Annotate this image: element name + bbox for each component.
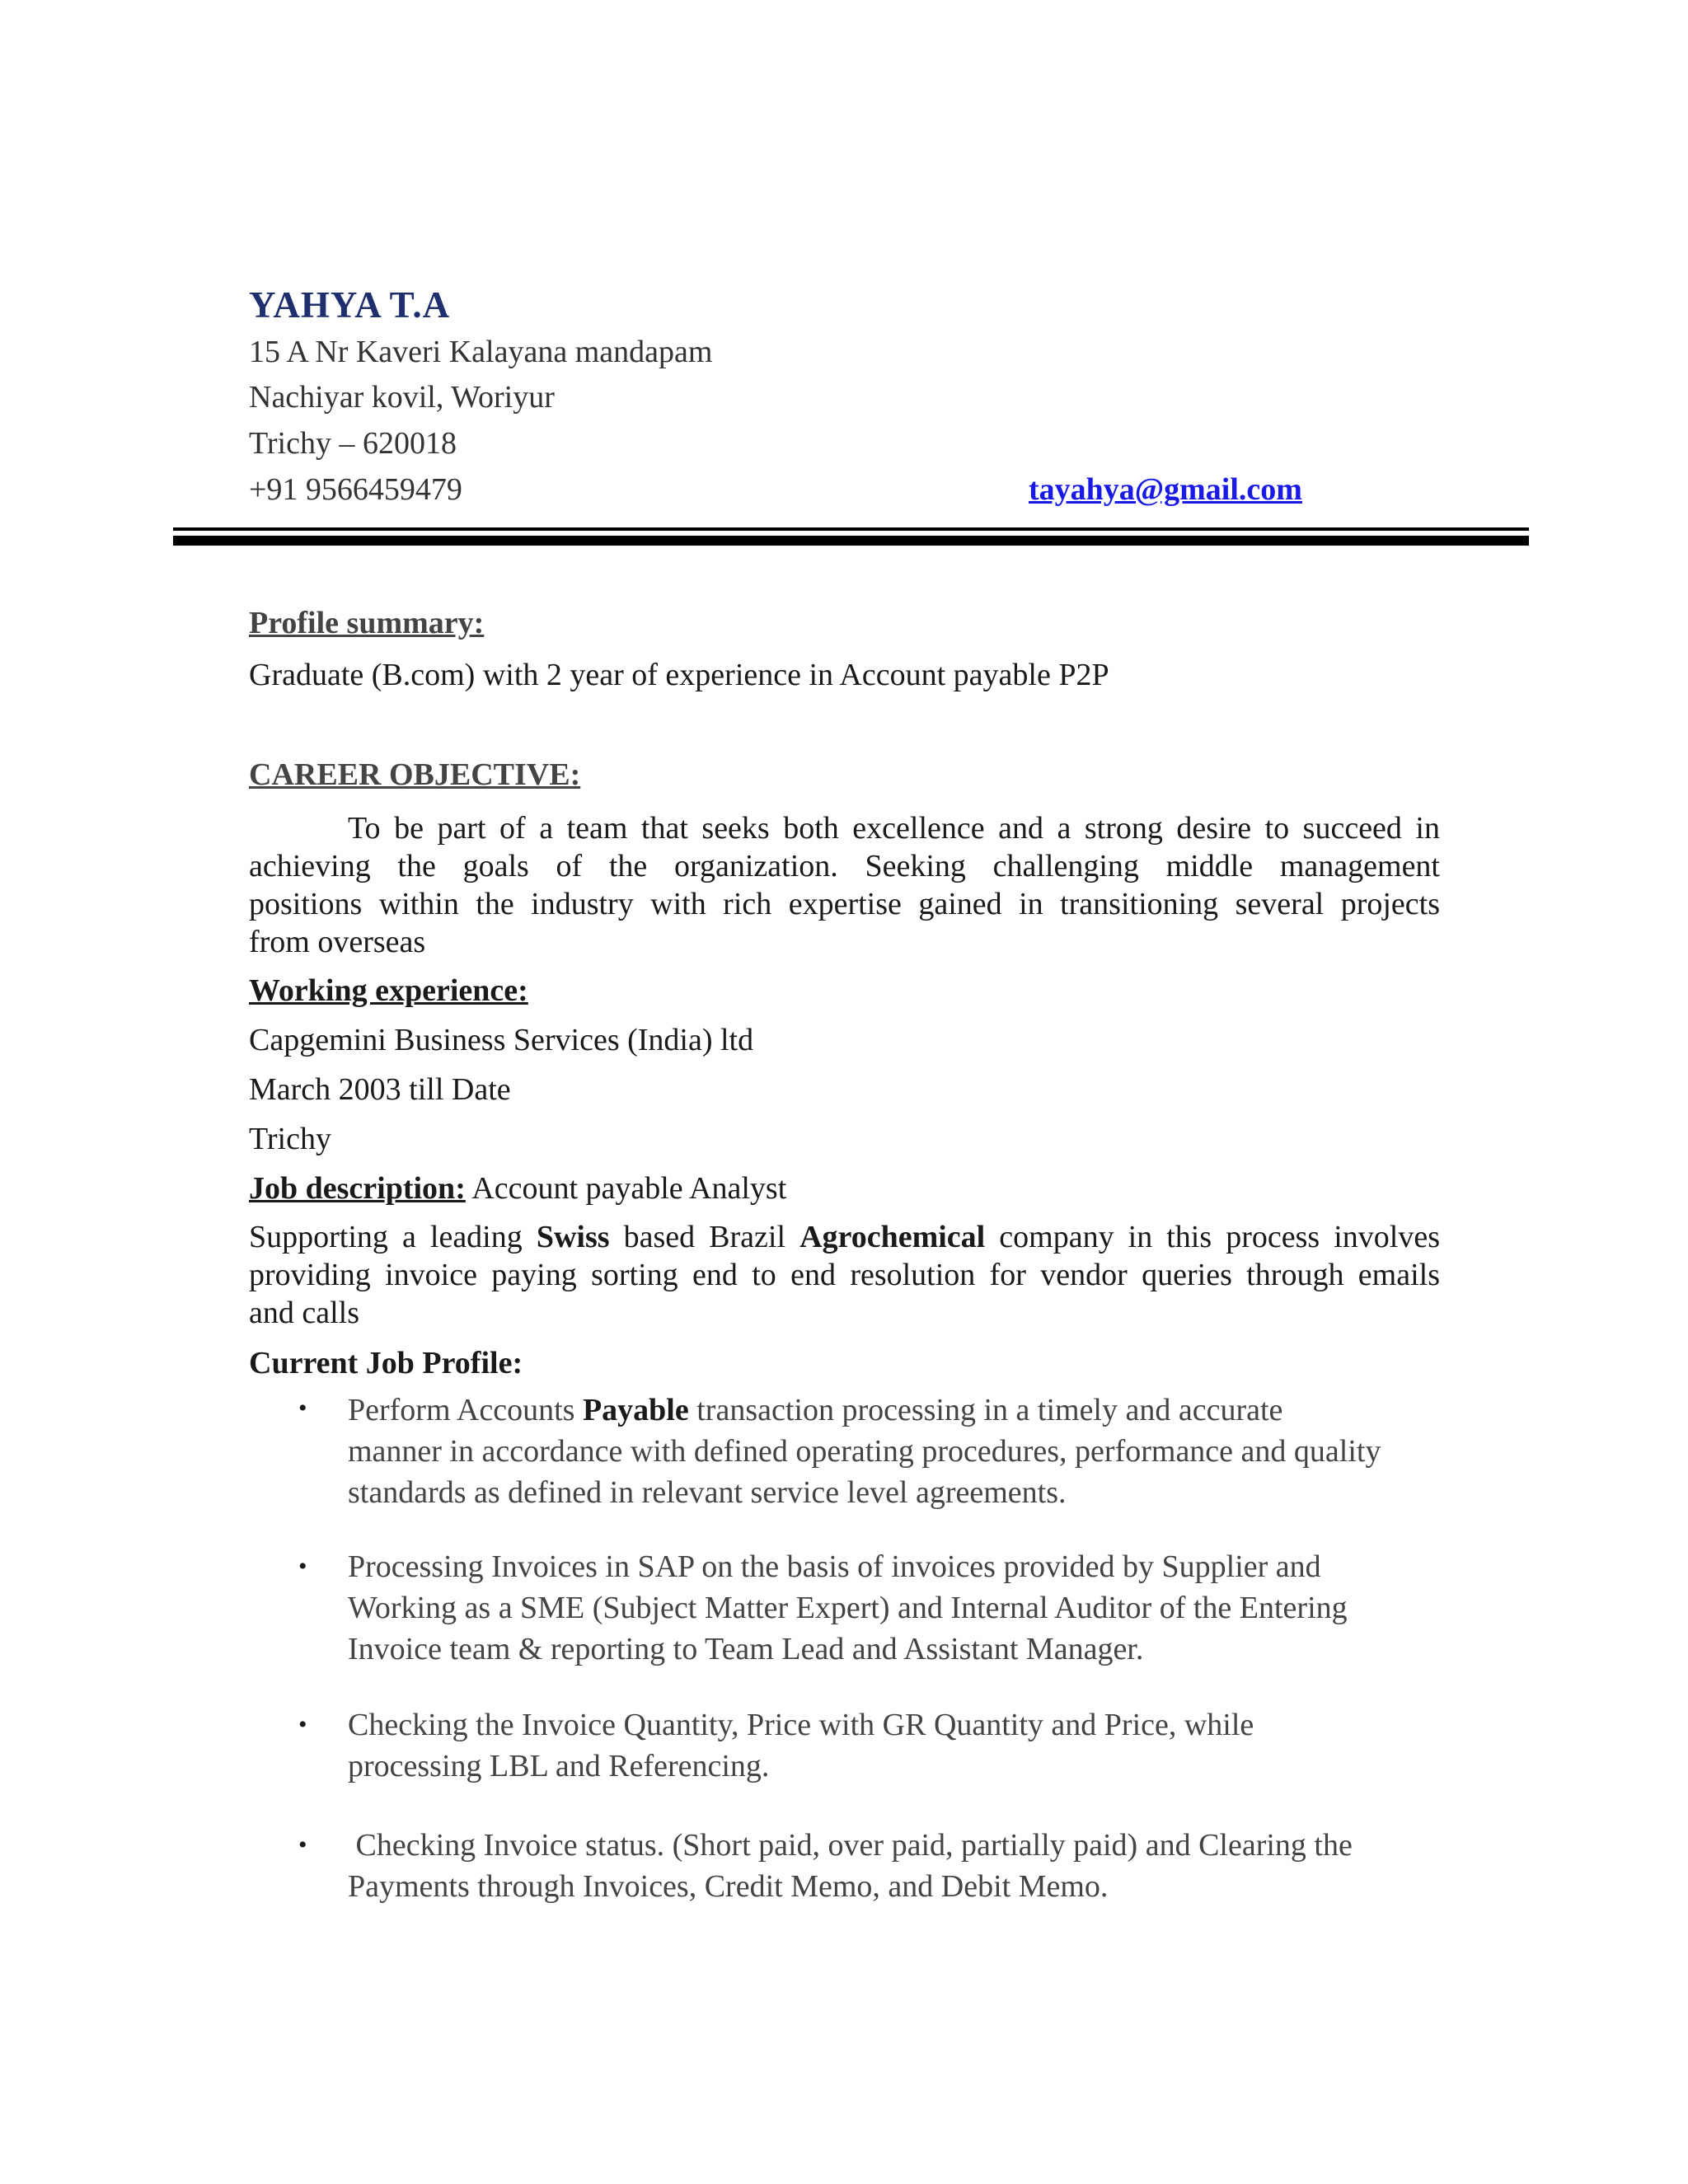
career-objective-line: achieving the goals of the organization. Seeking challenging middle management [249,849,1440,883]
list-item-line: standards as defined in relevant service level agreements. [348,1475,1067,1510]
current-job-profile-heading: Current Job Profile: [249,1346,523,1380]
list-item-line: Payments through Invoices, Credit Memo, and Debit Memo. [348,1869,1109,1904]
address-line-1: 15 A Nr Kaveri Kalayana mandapam [249,335,713,369]
working-experience-heading: Working experience: [249,973,528,1008]
candidate-name: YAHYA T.A [249,284,451,326]
list-item [348,1546,1452,1670]
job-description-paragraph [249,1218,1440,1332]
career-objective-heading: CAREER OBJECTIVE: [249,757,581,792]
list-item [348,1704,1452,1787]
career-objective-line: positions within the industry with rich expertise gained in transitioning several projects [249,887,1440,921]
list-item [348,1390,1452,1513]
list-item-line: Processing Invoices in SAP on the basis of invoices provided by Supplier and [348,1549,1321,1584]
job-desc-text: based Brazil [609,1220,800,1254]
job-desc-bold: Swiss [536,1220,610,1254]
job-description-line: providing invoice paying sorting end to end resolution for vendor queries through emails [249,1258,1440,1292]
job-description-line [249,1218,1440,1256]
list-item-text: transaction processing in a timely and accurate [688,1393,1283,1427]
job-description-row [249,1170,786,1208]
address-line-3: Trichy – 620018 [249,426,457,461]
job-desc-bold: Agrochemical [799,1220,986,1254]
profile-summary-heading: Profile summary: [249,606,485,640]
list-item-bold: Payable [582,1393,689,1427]
bullet-icon: • [298,1553,307,1580]
header-divider-thick [173,536,1529,546]
list-item-line: Checking Invoice status. (Short paid, over paid, partially paid) and Clearing the [348,1828,1353,1863]
job-title: Account payable Analyst [465,1171,787,1206]
list-item-line: processing LBL and Referencing. [348,1749,770,1783]
list-item-text: Perform Accounts [348,1393,583,1427]
list-item-line: Invoice team & reporting to Team Lead and Assistant Manager. [348,1632,1144,1666]
job-description-heading: Job description: [249,1171,466,1206]
list-item-line: Checking the Invoice Quantity, Price with GR Quantity and Price, while [348,1708,1254,1742]
list-item-line: Working as a SME (Subject Matter Expert) and Internal Auditor of the Entering [348,1591,1348,1625]
phone-number: +91 9566459479 [249,472,462,507]
employment-period: March 2003 till Date [249,1072,511,1107]
list-item [348,1825,1452,1907]
bullet-icon: • [298,1831,307,1858]
career-objective-line: To be part of a team that seeks both excellence and a strong desire to succeed in [348,811,1440,846]
list-item-line: manner in accordance with defined operating procedures, performance and quality [348,1434,1381,1469]
address-line-2: Nachiyar kovil, Woriyur [249,380,555,415]
bullet-icon: • [298,1394,307,1422]
profile-summary-text: Graduate (B.com) with 2 year of experience in Account payable P2P [249,658,1109,692]
work-location: Trichy [249,1122,331,1156]
job-desc-text: company in this process involves [985,1220,1441,1254]
bullet-icon: • [298,1711,307,1738]
header-divider-thin [173,527,1529,531]
list-item-line [348,1390,1452,1431]
career-objective-line: from overseas [249,925,426,959]
career-objective-paragraph [249,809,1440,961]
job-desc-text: Supporting a leading [249,1220,537,1254]
company-name: Capgemini Business Services (India) ltd [249,1023,754,1057]
email-link[interactable]: tayahya@gmail.com [1029,472,1302,507]
job-description-line: and calls [249,1296,360,1330]
